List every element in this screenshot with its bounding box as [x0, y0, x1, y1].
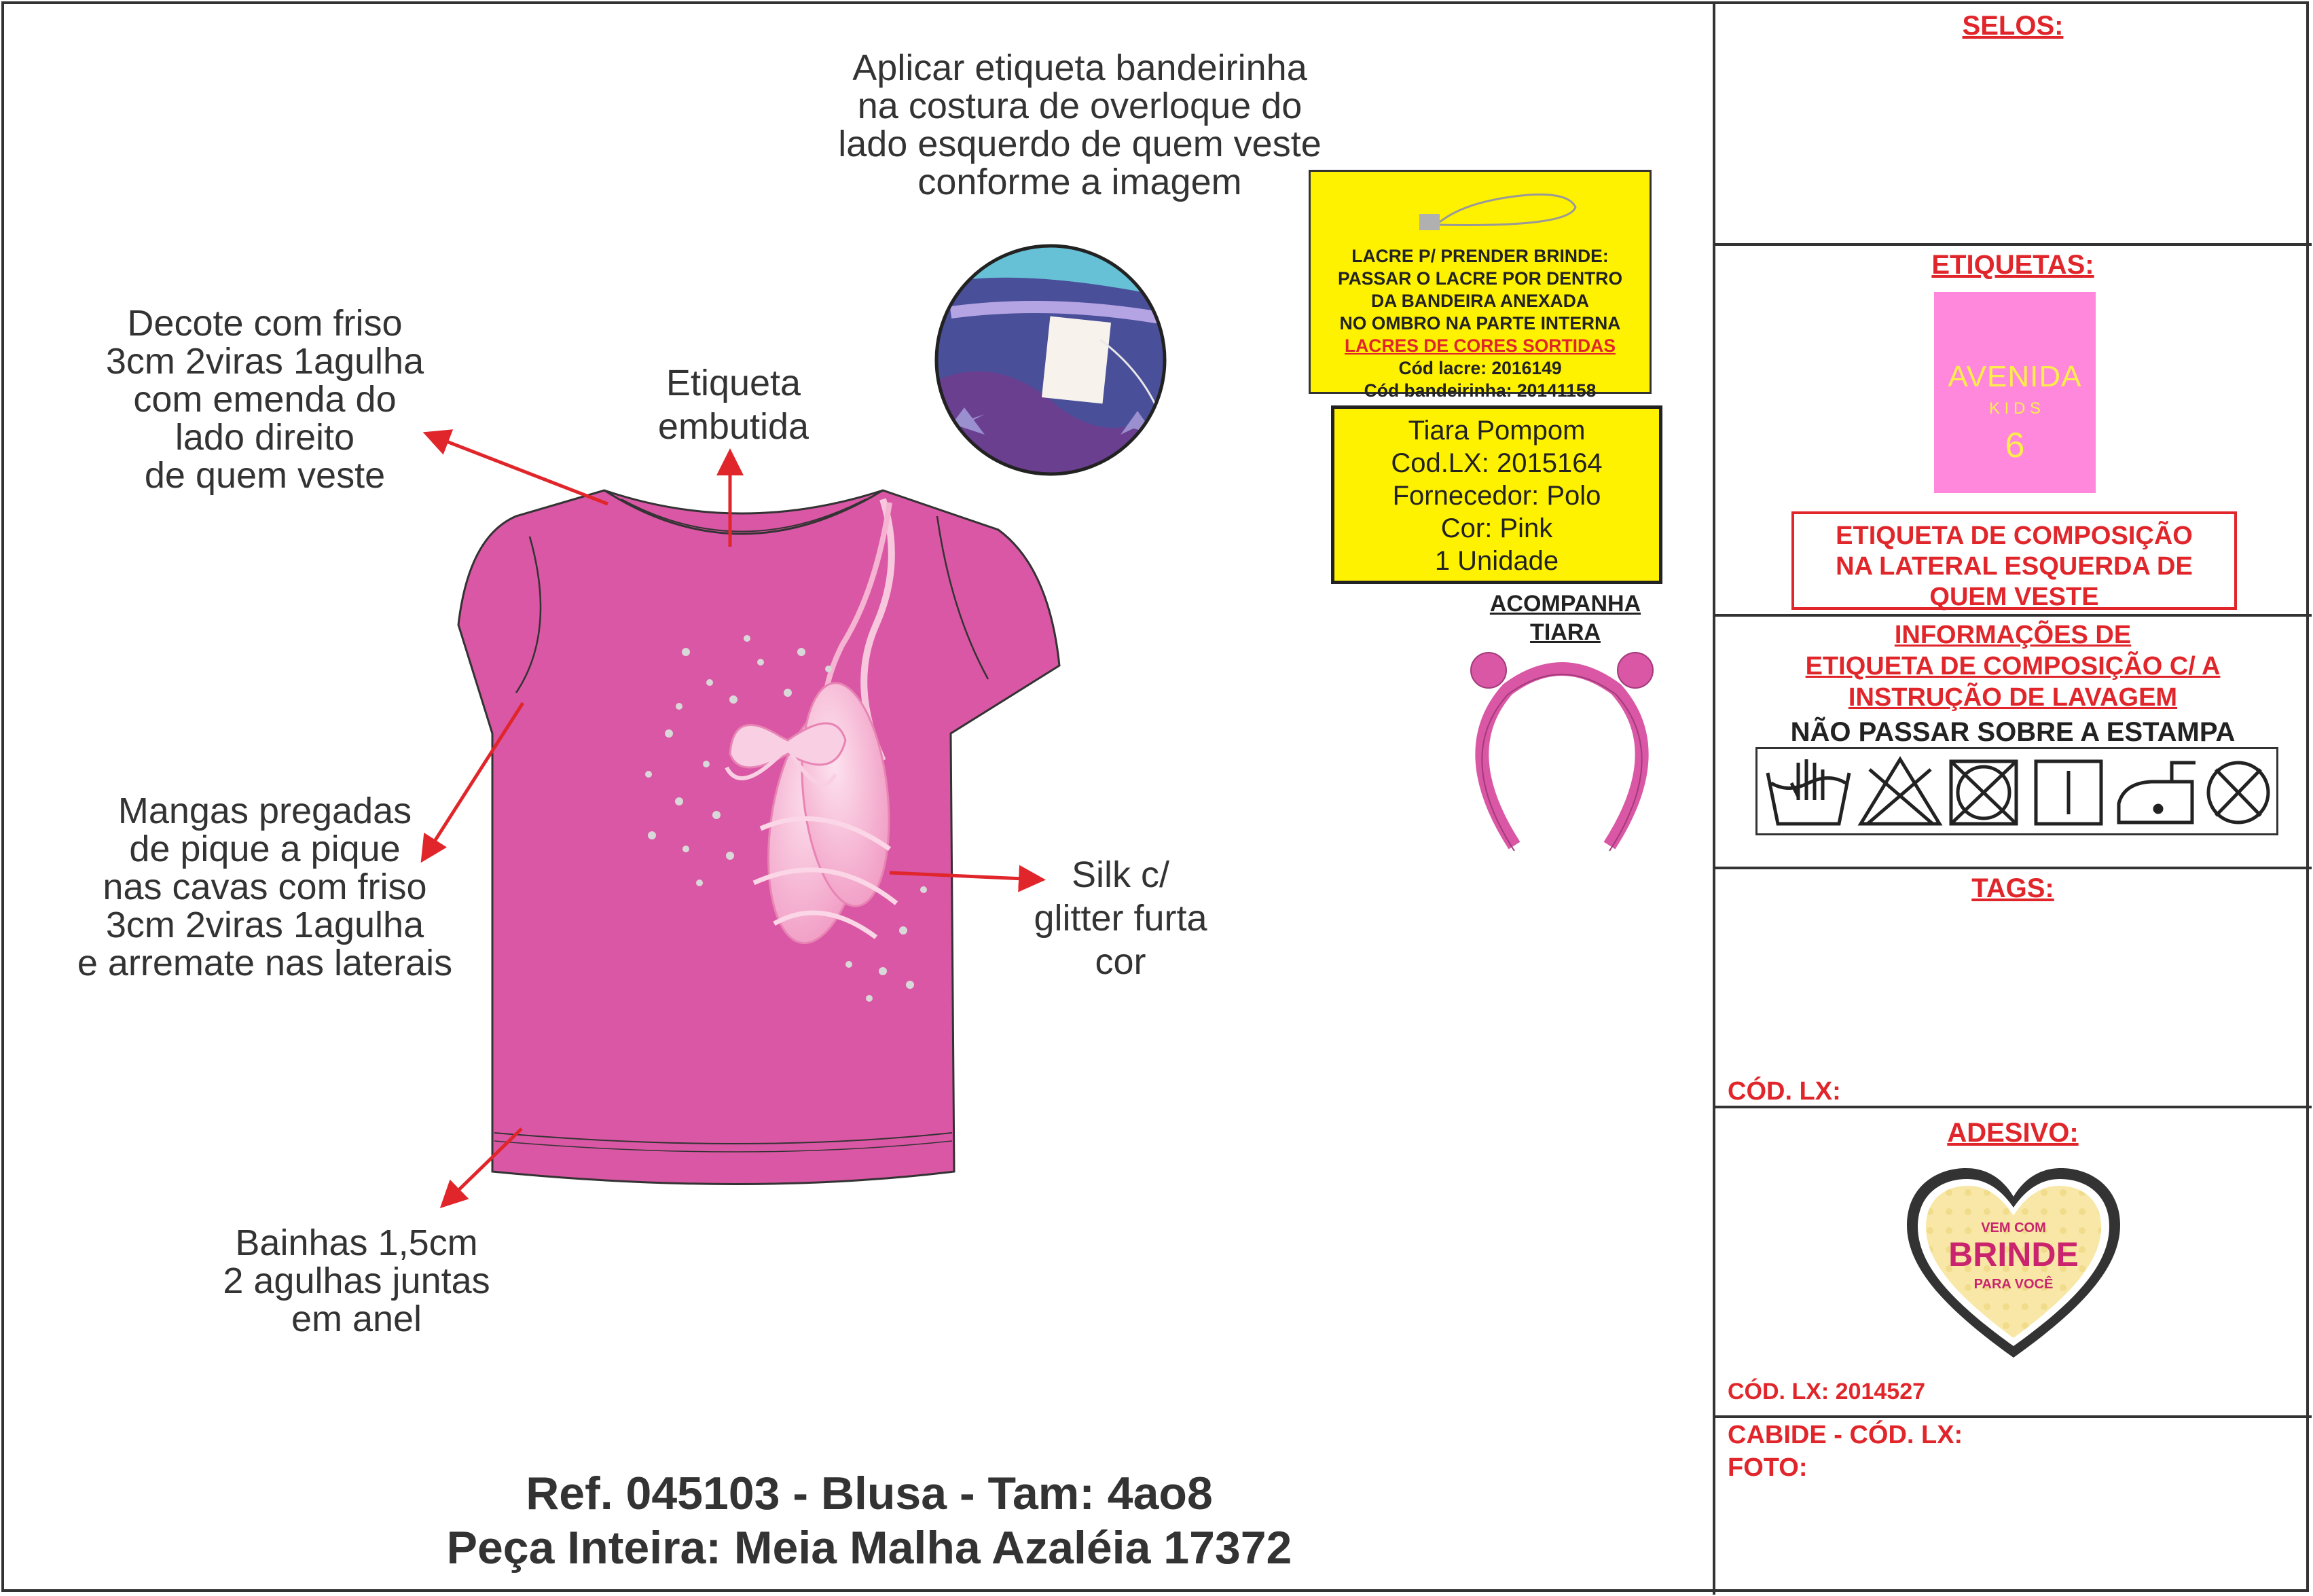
panel-divider: [1713, 1, 1715, 1595]
tiara-headband-icon: [1467, 649, 1657, 852]
etiquetas-title: ETIQUETAS:: [1931, 250, 2094, 280]
tiara-line: 1 Unidade: [1434, 546, 1559, 576]
tags-cod-lx: CÓD. LX:: [1728, 1077, 1841, 1106]
tiara-line: Cor: Pink: [1440, 513, 1553, 543]
note-line: em anel: [291, 1299, 422, 1339]
iron-low-icon: [2119, 763, 2196, 822]
foto-label: FOTO:: [1728, 1453, 1808, 1482]
note-line: 2 agulhas juntas: [223, 1261, 490, 1301]
note-line: na costura de overloque do: [857, 86, 1303, 126]
composicao-line: NA LATERAL ESQUERDA DE: [1836, 552, 2193, 581]
info-line: INSTRUÇÃO DE LAVAGEM: [1848, 683, 2178, 712]
acompanha-line: TIARA: [1530, 619, 1601, 645]
note-line: Bainhas 1,5cm: [235, 1222, 478, 1263]
note-line: com emenda do: [133, 379, 397, 420]
reference-line-1: Ref. 045103 - Blusa - Tam: 4ao8: [526, 1468, 1213, 1519]
tags-title: TAGS:: [1971, 873, 2054, 903]
lacre-highlight: LACRES DE CORES SORTIDAS: [1344, 335, 1616, 356]
reference-line-2: Peça Inteira: Meia Malha Azaléia 17372: [446, 1522, 1292, 1574]
adesivo-cod-lx: CÓD. LX: 2014527: [1728, 1379, 1926, 1404]
lacre-line: LACRE P/ PRENDER BRINDE:: [1351, 246, 1609, 266]
composicao-box: [1791, 511, 2237, 610]
note-line: Silk c/: [1071, 854, 1170, 895]
note-line: de quem veste: [144, 455, 386, 496]
lacre-line: NO OMBRO NA PARTE INTERNA: [1339, 313, 1621, 333]
brand-name: AVENIDA: [1948, 360, 2082, 393]
cod-lacre: Cód lacre: 2016149: [1398, 358, 1562, 378]
no-dry-clean-icon: [2208, 763, 2268, 822]
divider: [1714, 243, 2312, 246]
lacre-line: DA BANDEIRA ANEXADA: [1371, 291, 1589, 311]
tiara-info-box: [1331, 405, 1662, 584]
note-line: lado esquerdo de quem veste: [838, 124, 1322, 164]
tiara-line: Cod.LX: 2015164: [1391, 448, 1603, 478]
tiara-line: Fornecedor: Polo: [1392, 481, 1601, 511]
lacre-instructions-box: [1309, 170, 1652, 401]
no-bleach-icon: [1861, 759, 1939, 824]
selos-title: SELOS:: [1962, 11, 2064, 41]
label-detail-photo: [930, 238, 1175, 489]
note-line: Decote com friso: [127, 303, 403, 344]
note-line: lado direito: [175, 417, 355, 458]
info-line: ETIQUETA DE COMPOSIÇÃO C/ A: [1805, 652, 2221, 681]
acompanha-line: ACOMPANHA: [1489, 591, 1641, 617]
line-dry-icon: [2036, 761, 2101, 824]
brinde-sticker: [1901, 1164, 2126, 1365]
note-line: conforme a imagem: [917, 162, 1242, 202]
info-lavagem: [1715, 619, 2310, 713]
note-line: Aplicar etiqueta bandeirinha: [852, 48, 1307, 88]
no-tumble-dry-icon: [1951, 761, 2016, 824]
brand-size: 6: [2005, 426, 2025, 465]
shirt-body: [458, 490, 1059, 1184]
divider: [1714, 867, 2312, 869]
cod-bandeirinha: Cód bandeirinha: 20141158: [1364, 380, 1597, 401]
cabide-cod-lx: CABIDE - CÓD. LX:: [1728, 1421, 1963, 1449]
hand-wash-icon: [1768, 759, 1849, 824]
sticker-main: BRINDE: [1948, 1235, 2079, 1273]
sticker-top: VEM COM: [1981, 1220, 2046, 1235]
note-line: de pique a pique: [129, 829, 401, 869]
note-line: 3cm 2viras 1agulha: [105, 341, 424, 382]
info-line: INFORMAÇÕES DE: [1894, 621, 2132, 649]
note-line: e arremate nas laterais: [77, 943, 453, 983]
note-line: embutida: [657, 406, 809, 447]
composicao-line: QUEM VESTE: [1929, 583, 2099, 611]
note-line: Mangas pregadas: [117, 791, 412, 831]
sticker-bottom: PARA VOCÊ: [1973, 1277, 2054, 1292]
composicao-line: ETIQUETA DE COMPOSIÇÃO: [1836, 522, 2193, 550]
adesivo-title: ADESIVO:: [1947, 1118, 2079, 1148]
divider: [1714, 614, 2312, 617]
note-line: nas cavas com friso: [103, 867, 427, 907]
care-icons-strip: [1755, 747, 2278, 835]
care-symbols: [1757, 749, 2276, 833]
nao-passar-warning: NÃO PASSAR SOBRE A ESTAMPA: [1790, 717, 2236, 747]
lacre-icon: [1338, 187, 1623, 241]
note-line: cor: [1095, 941, 1146, 982]
brand-sub: K I D S: [1988, 399, 2041, 418]
divider: [1714, 1415, 2312, 1418]
lacre-line: PASSAR O LACRE POR DENTRO: [1337, 268, 1623, 289]
acompanha-tiara: [1460, 590, 1671, 647]
note-line: Etiqueta: [666, 363, 801, 403]
note-line: 3cm 2viras 1agulha: [105, 905, 424, 945]
note-line: glitter furta: [1034, 898, 1207, 939]
brand-label: [1934, 292, 2096, 493]
tiara-line: Tiara Pompom: [1408, 416, 1586, 446]
